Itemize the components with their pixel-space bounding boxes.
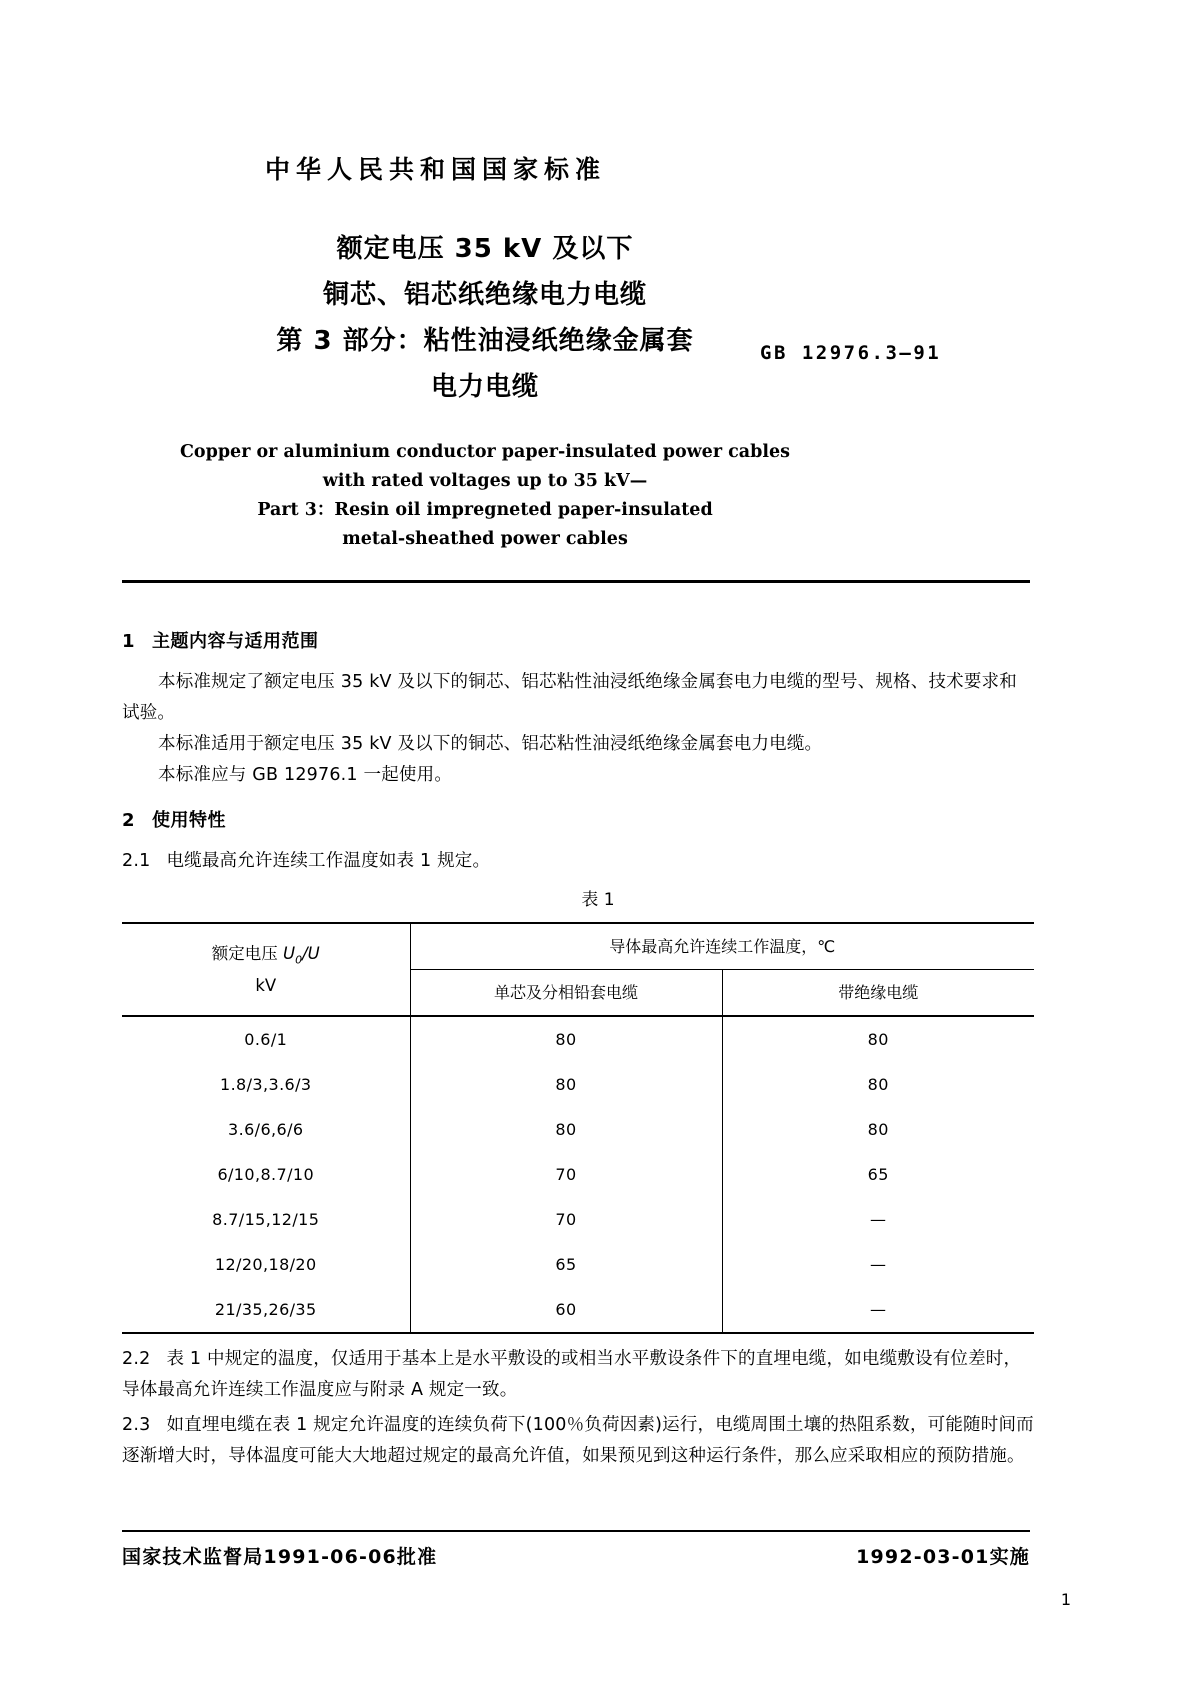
- clause-2-1-number: 2.1: [122, 851, 151, 871]
- chinese-title-line-4: 电力电缆: [430, 372, 539, 402]
- chinese-title-line-2: 铜芯、铝芯纸绝缘电力电缆: [322, 280, 647, 310]
- table-row: [122, 1062, 1034, 1107]
- page-footer: [122, 1530, 1030, 1569]
- chinese-title-line-1: 额定电压 35 kV 及以下: [336, 234, 634, 264]
- table-1: [122, 922, 1034, 1334]
- page-number: 1: [1060, 1590, 1071, 1609]
- cell-belted: 65: [722, 1152, 1034, 1197]
- english-title-line-1: Copper or aluminium conductor paper-insulated power cables: [179, 442, 790, 462]
- header-cell-single-core: 单芯及分相铅套电缆: [410, 970, 722, 1017]
- clause-2-1: [122, 846, 1034, 877]
- cell-voltage: 21/35,26/35: [122, 1287, 410, 1333]
- cell-voltage: 8.7/15,12/15: [212, 1210, 320, 1229]
- section-1-heading: [122, 626, 1034, 657]
- cell-single-core: 70: [410, 1152, 722, 1197]
- english-title-line-4: metal-sheathed power cables: [342, 529, 628, 549]
- english-title-line-3: Part 3：Resin oil impregneted paper-insulated: [257, 500, 713, 520]
- cell-belted: —: [722, 1287, 1034, 1333]
- cover-title-block: [120, 150, 1070, 554]
- cell-voltage: 6/10,8.7/10: [217, 1165, 315, 1184]
- cell-single-core: 70: [410, 1197, 722, 1242]
- document-body: [122, 612, 1034, 1472]
- header-divider-rule: [122, 580, 1030, 583]
- cell-voltage: 0.6/1: [244, 1030, 288, 1049]
- standard-number: GB 12976.3—91: [760, 342, 942, 364]
- table-row: [122, 1197, 1034, 1242]
- cell-voltage: 12/20,18/20: [214, 1255, 317, 1274]
- table-row: [122, 1152, 1034, 1197]
- cell-belted: —: [722, 1242, 1034, 1287]
- section-1-paragraph-3: 本标准应与 GB 12976.1 一起使用。: [158, 765, 453, 785]
- rated-voltage-label: 额定电压: [211, 944, 284, 964]
- table-row: [122, 1016, 1034, 1062]
- cell-single-core: 65: [410, 1242, 722, 1287]
- section-1-title: 主题内容与适用范围: [152, 631, 319, 652]
- header-cell-rated-voltage: [122, 923, 410, 1016]
- national-standard-label: 中华人民共和国国家标准: [265, 155, 607, 184]
- clause-2-2-number: 2.2: [122, 1349, 151, 1369]
- cell-voltage: 1.8/3,3.6/3: [219, 1075, 312, 1094]
- cell-single-core: 60: [410, 1287, 722, 1333]
- clause-2-3-text: 如直埋电缆在表 1 规定允许温度的连续负荷下(100％负荷因素)运行，电缆周围土壤的热阻系数，可能随时间而逐渐增大时，导体温度可能大大地超过规定的最高允许值，如果预见到这种运行条件，那么应采取相应的预防措施。: [122, 1415, 1034, 1466]
- chinese-title: [140, 226, 830, 410]
- table-1-caption: 表 1: [581, 890, 615, 910]
- section-2-number: 2: [122, 810, 136, 831]
- rated-voltage-symbol-u0: U: [283, 944, 296, 964]
- clause-2-1-text: 电缆最高允许连续工作温度如表 1 规定。: [166, 851, 491, 871]
- section-1-number: 1: [122, 631, 136, 652]
- section-2-title: 使用特性: [152, 810, 226, 831]
- footer-approval-text: 国家技术监督局1991-06-06批准: [122, 1546, 438, 1568]
- table-row: [122, 1242, 1034, 1287]
- rated-voltage-symbol-u: /U: [302, 944, 320, 964]
- section-1-paragraph-2: 本标准适用于额定电压 35 kV 及以下的铜芯、铝芯粘性油浸纸绝缘金属套电力电缆。: [158, 734, 823, 754]
- english-title: [140, 438, 830, 554]
- cell-belted: 80: [722, 1062, 1034, 1107]
- section-2-heading: [122, 805, 1034, 836]
- table-row: [122, 1107, 1034, 1152]
- header-cell-belted: 带绝缘电缆: [722, 970, 1034, 1017]
- cell-belted: —: [722, 1197, 1034, 1242]
- section-1-paragraph-1: 本标准规定了额定电压 35 kV 及以下的铜芯、铝芯粘性油浸纸绝缘金属套电力电缆的型号、规格、技术要求和试验。: [122, 672, 1017, 723]
- clause-2-3: [122, 1410, 1034, 1472]
- cell-single-core: 80: [410, 1016, 722, 1062]
- english-title-line-2: with rated voltages up to 35 kV—: [322, 471, 648, 491]
- clause-2-2-text: 表 1 中规定的温度，仅适用于基本上是水平敷设的或相当水平敷设条件下的直埋电缆，如电缆敷设有位差时，导体最高允许连续工作温度应与附录 A 规定一致。: [122, 1349, 1022, 1400]
- cell-belted: 80: [722, 1016, 1034, 1062]
- cell-voltage: 3.6/6,6/6: [228, 1120, 304, 1139]
- table-header-row-1: [122, 923, 1034, 970]
- cell-single-core: 80: [410, 1107, 722, 1152]
- rated-voltage-unit: kV: [255, 975, 277, 995]
- cell-belted: 80: [722, 1107, 1034, 1152]
- cell-single-core: 80: [410, 1062, 722, 1107]
- clause-2-2: [122, 1344, 1034, 1406]
- chinese-title-line-3: 第 3 部分：粘性油浸纸绝缘金属套: [276, 326, 694, 356]
- header-cell-conductor-temp-group: 导体最高允许连续工作温度，℃: [410, 923, 1034, 970]
- clause-2-3-number: 2.3: [122, 1415, 151, 1435]
- footer-effective-date: 1992-03-01实施: [856, 1546, 1030, 1568]
- rated-voltage-subscript: 0: [295, 953, 303, 967]
- table-row: [122, 1287, 1034, 1333]
